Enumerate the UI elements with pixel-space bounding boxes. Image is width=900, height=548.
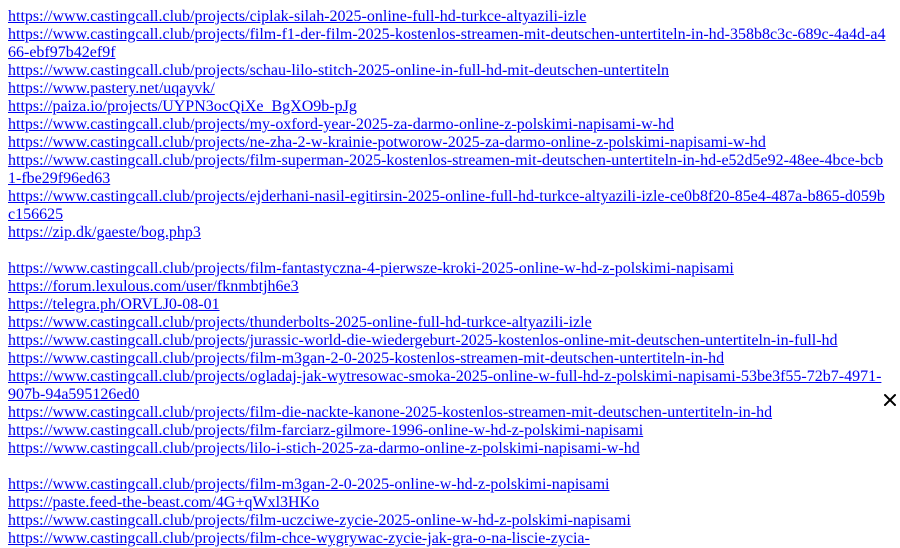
link-row	[8, 404, 888, 422]
link-row	[8, 152, 888, 188]
link-row	[8, 530, 888, 548]
link-row	[8, 8, 888, 26]
link-row	[8, 368, 888, 404]
link-row	[8, 494, 888, 512]
url-link[interactable]: https://www.castingcall.club/projects/thunderbolts-2025-online-full-hd-turkce-altyazili-izle	[8, 314, 592, 331]
link-row	[8, 512, 888, 530]
url-link[interactable]: https://www.castingcall.club/projects/film-uczciwe-zycie-2025-online-w-hd-z-polskimi-napisami	[8, 512, 631, 529]
url-link[interactable]: https://www.castingcall.club/projects/ne-zha-2-w-krainie-potworow-2025-za-darmo-online-z-polskimi-napisami-w-hd	[8, 134, 766, 151]
url-link[interactable]: https://www.castingcall.club/projects/ciplak-silah-2025-online-full-hd-turkce-altyazili-izle	[8, 8, 587, 25]
url-link[interactable]: https://www.castingcall.club/projects/film-superman-2025-kostenlos-streamen-mit-deutschen-untertiteln-in-hd-e52d5e92-48ee-4bce-bcb1-fbe29f96ed63	[8, 152, 884, 187]
url-link[interactable]: https://www.castingcall.club/projects/lilo-i-stich-2025-za-darmo-online-z-polskimi-napisami-w-hd	[8, 440, 640, 457]
url-link[interactable]: https://www.castingcall.club/projects/ejderhani-nasil-egitirsin-2025-online-full-hd-turkce-altyazili-izle-ce0b8f20-85e4-487a-b865-d059bc156625	[8, 188, 885, 223]
link-row	[8, 422, 888, 440]
link-row	[8, 116, 888, 134]
link-row	[8, 260, 888, 278]
link-row	[8, 134, 888, 152]
url-link[interactable]: https://www.castingcall.club/projects/film-farciarz-gilmore-1996-online-w-hd-z-polskimi-napisami	[8, 422, 644, 439]
url-link[interactable]: https://www.castingcall.club/projects/film-f1-der-film-2025-kostenlos-streamen-mit-deutschen-untertiteln-in-hd-358b8c3c-689c-4a4d-a466-ebf97b42ef9f	[8, 26, 886, 61]
link-row	[8, 314, 888, 332]
link-row	[8, 224, 888, 242]
link-row	[8, 350, 888, 368]
url-link[interactable]: https://www.castingcall.club/projects/film-m3gan-2-0-2025-kostenlos-streamen-mit-deutschen-untertiteln-in-hd	[8, 350, 725, 367]
url-link[interactable]: https://www.castingcall.club/projects/ogladaj-jak-wytresowac-smoka-2025-online-w-full-hd-z-polskimi-napisami-53be3f55-72b7-4971-907b-94a595126ed0	[8, 368, 882, 403]
close-button[interactable]	[880, 390, 900, 410]
link-row	[8, 80, 888, 98]
link-row	[8, 296, 888, 314]
link-row	[8, 26, 888, 62]
url-link[interactable]: https://paste.feed-the-beast.com/4G+qWxl3HKo	[8, 494, 320, 511]
url-link[interactable]: https://www.castingcall.club/projects/film-m3gan-2-0-2025-online-w-hd-z-polskimi-napisami	[8, 476, 610, 493]
url-link[interactable]: https://www.castingcall.club/projects/jurassic-world-die-wiedergeburt-2025-kostenlos-online-mit-deutschen-untertiteln-in-full-hd	[8, 332, 838, 349]
link-row	[8, 440, 888, 458]
link-row	[8, 188, 888, 224]
url-link[interactable]: https://forum.lexulous.com/user/fknmbtjh6e3	[8, 278, 299, 295]
url-link[interactable]: https://www.castingcall.club/projects/film-fantastyczna-4-pierwsze-kroki-2025-online-w-hd-z-polskimi-napisami	[8, 260, 734, 277]
link-row	[8, 278, 888, 296]
url-link[interactable]: https://www.castingcall.club/projects/film-chce-wygrywac-zycie-jak-gra-o-na-liscie-zycia-	[8, 530, 590, 547]
link-row	[8, 98, 888, 116]
blank-line	[8, 458, 888, 476]
link-row	[8, 62, 888, 80]
url-link[interactable]: https://www.castingcall.club/projects/my-oxford-year-2025-za-darmo-online-z-polskimi-napisami-w-hd	[8, 116, 674, 133]
url-link[interactable]: https://telegra.ph/ORVLJ0-08-01	[8, 296, 220, 313]
url-link[interactable]: https://paiza.io/projects/UYPN3ocQiXe_BgXO9b-pJg	[8, 98, 357, 115]
link-list	[8, 8, 888, 548]
link-row	[8, 332, 888, 350]
url-link[interactable]: https://www.castingcall.club/projects/schau-lilo-stitch-2025-online-in-full-hd-mit-deutschen-untertiteln	[8, 62, 670, 79]
url-link[interactable]: https://www.castingcall.club/projects/film-die-nackte-kanone-2025-kostenlos-streamen-mit-deutschen-untertiteln-in-hd	[8, 404, 773, 421]
link-row	[8, 476, 888, 494]
blank-line	[8, 242, 888, 260]
url-link[interactable]: https://zip.dk/gaeste/bog.php3	[8, 224, 201, 241]
close-icon	[884, 394, 896, 406]
url-link[interactable]: https://www.pastery.net/uqayvk/	[8, 80, 215, 97]
